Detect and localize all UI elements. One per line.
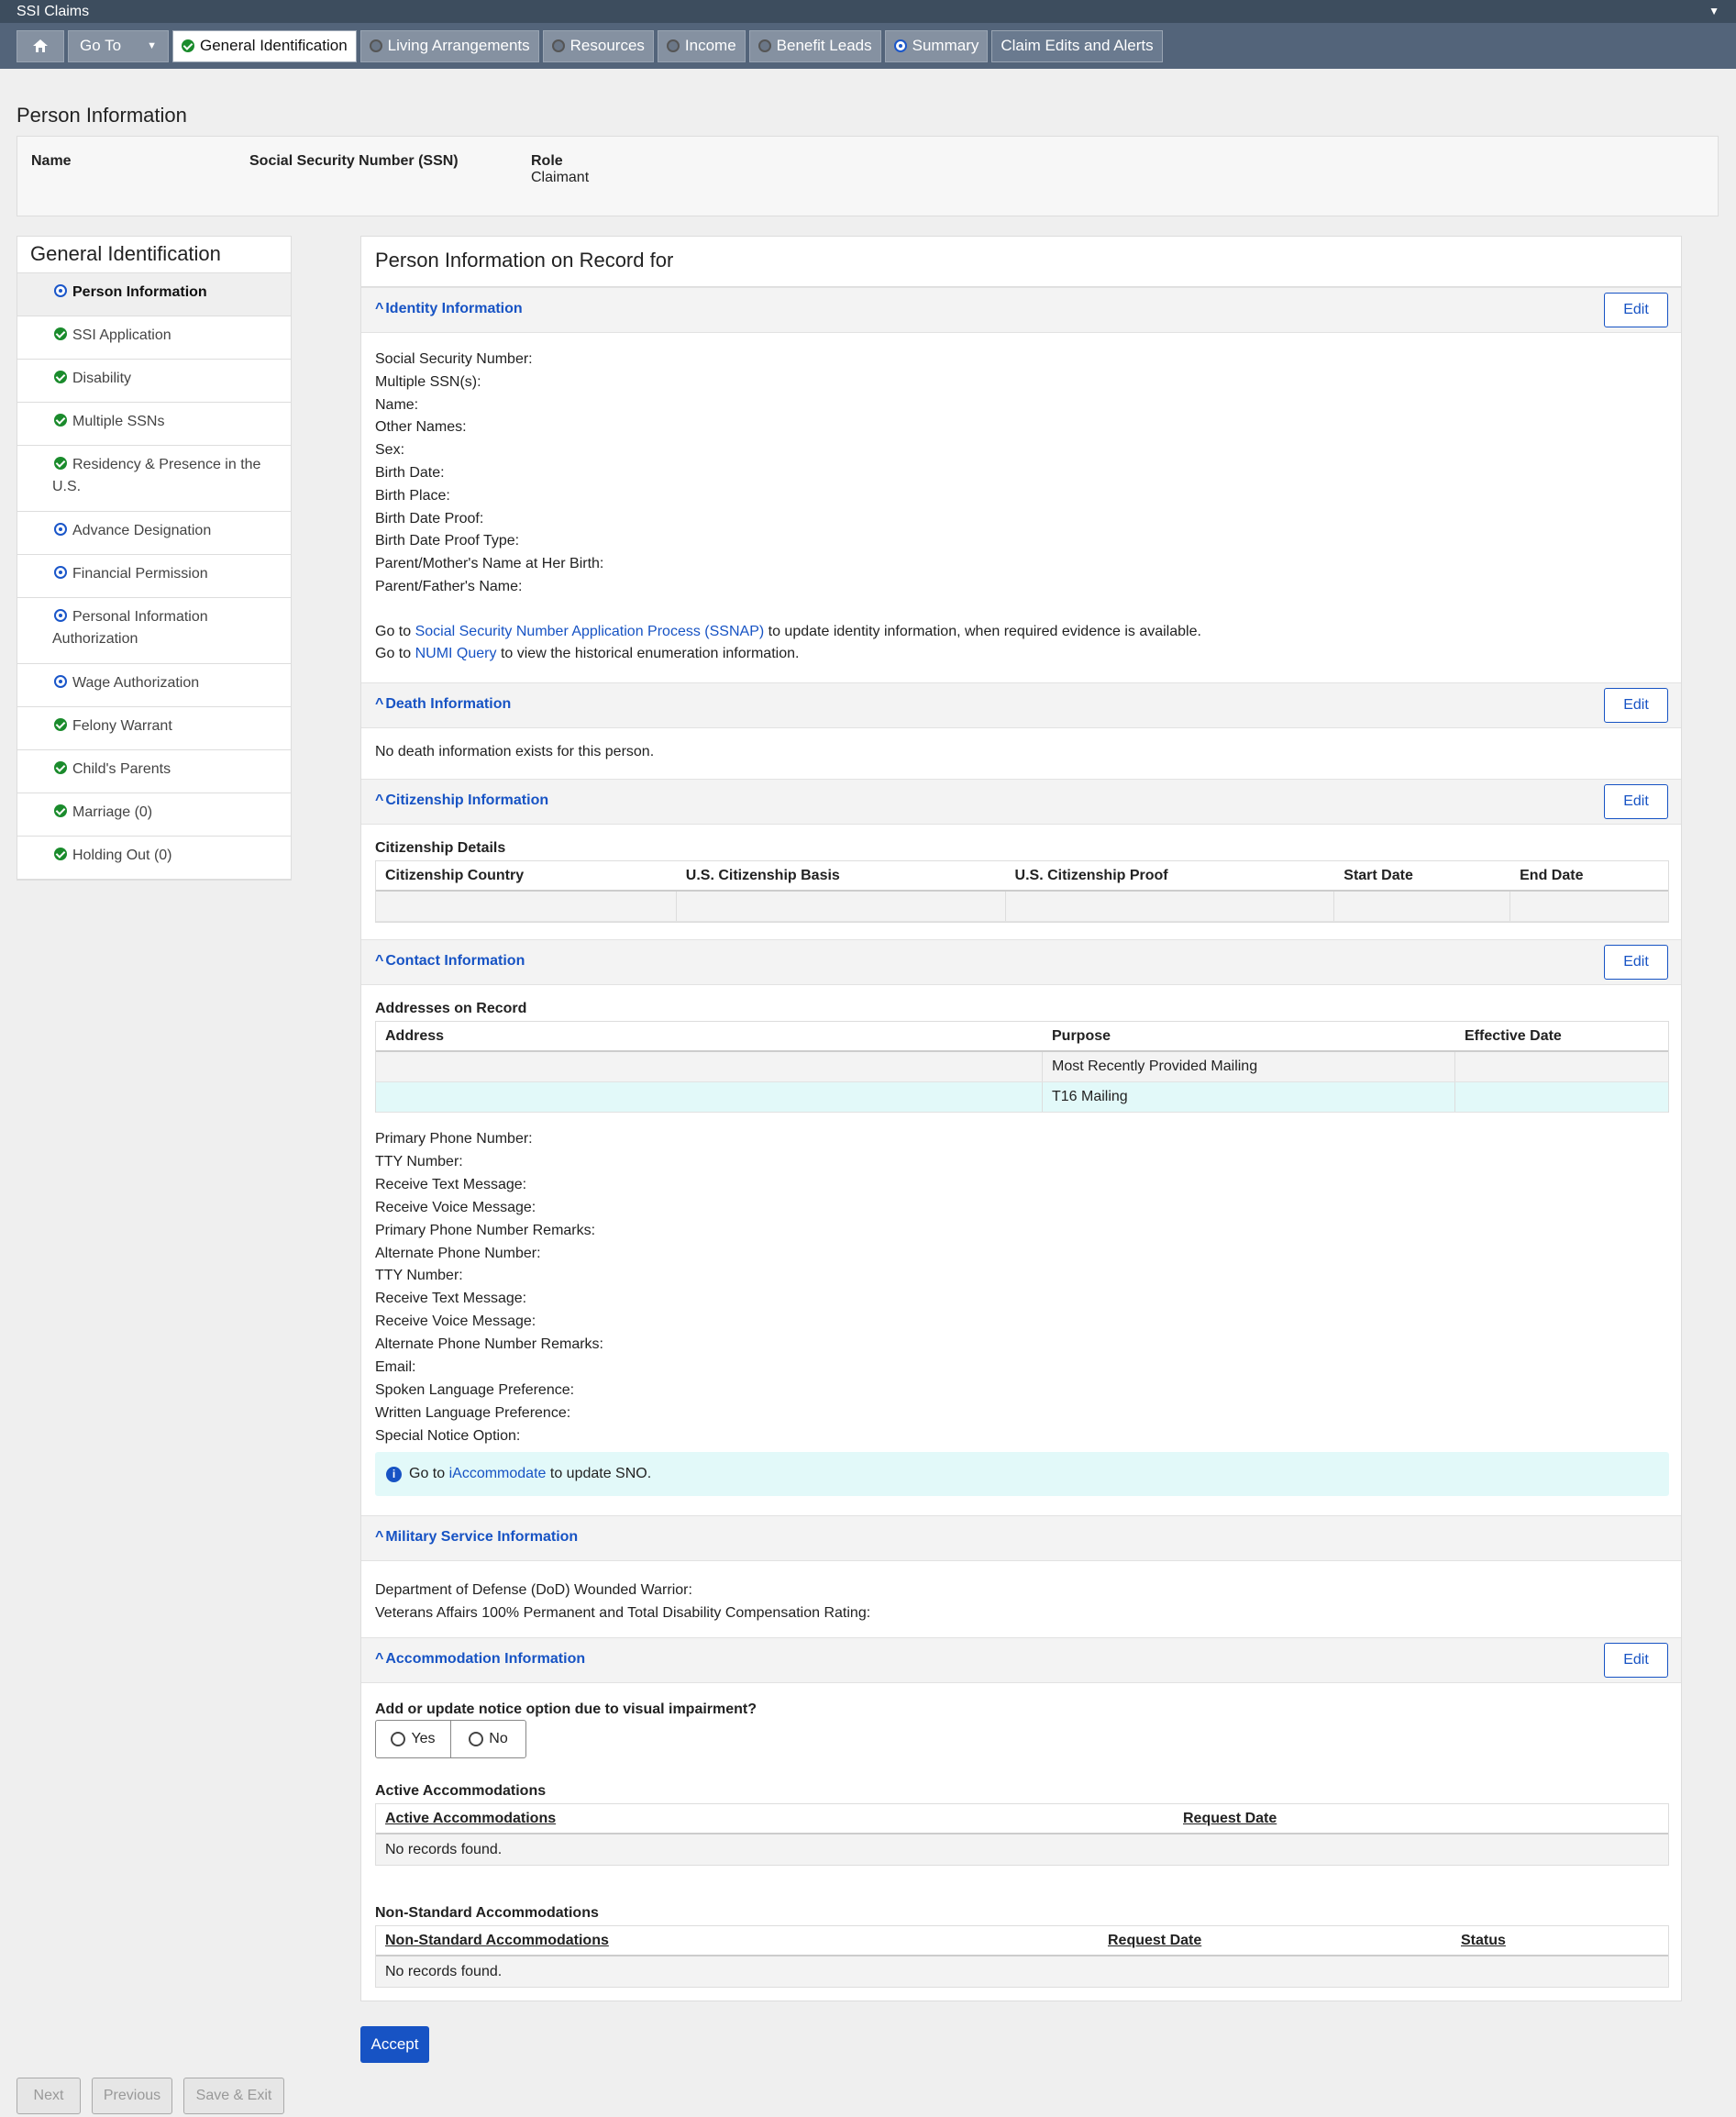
col-header[interactable]: Active Accommodations bbox=[385, 1810, 557, 1826]
radio-circle-icon bbox=[391, 1732, 405, 1746]
field-label: Name: bbox=[375, 396, 419, 413]
sidebar-item-label: Advance Designation bbox=[72, 523, 212, 538]
tab-label: Summary bbox=[912, 37, 979, 54]
death-text: No death information exists for this person. bbox=[375, 744, 655, 759]
sidebar-item-label: Holding Out (0) bbox=[72, 848, 172, 863]
edit-contact-button[interactable]: Edit bbox=[1604, 945, 1668, 980]
caret-down-icon[interactable]: ▼ bbox=[1708, 5, 1719, 17]
edit-death-button[interactable]: Edit bbox=[1604, 688, 1668, 723]
sidebar-item-label: Felony Warrant bbox=[72, 718, 172, 734]
section-accommodation bbox=[361, 1637, 1681, 1683]
next-button[interactable]: Next bbox=[17, 2078, 81, 2114]
addresses-table bbox=[375, 1021, 1669, 1113]
col-header[interactable]: Status bbox=[1461, 1932, 1506, 1948]
circle-icon bbox=[667, 39, 680, 52]
col-header[interactable]: Request Date bbox=[1108, 1932, 1202, 1948]
main-panel bbox=[360, 236, 1682, 2001]
radio-no[interactable]: No bbox=[451, 1721, 525, 1757]
col-header: Start Date bbox=[1343, 867, 1413, 883]
field-label: Spoken Language Preference: bbox=[375, 1381, 575, 1398]
circle-icon bbox=[758, 39, 771, 52]
no-records-text: No records found. bbox=[385, 1963, 503, 1979]
in-progress-icon bbox=[54, 523, 67, 536]
field-label: Primary Phone Number Remarks: bbox=[375, 1222, 596, 1238]
tab-label: General Identification bbox=[200, 37, 348, 54]
contact-toggle[interactable]: ^ Contact Information bbox=[375, 953, 525, 970]
ssnap-line: Go to Social Security Number Application Process (SSNAP) to update identity information, when required evidence is available. bbox=[375, 624, 1201, 639]
field-label: Birth Date: bbox=[375, 465, 445, 481]
table-row[interactable] bbox=[376, 1082, 1668, 1113]
in-progress-icon bbox=[54, 609, 67, 622]
field-label: Receive Voice Message: bbox=[375, 1199, 536, 1215]
field-label: Receive Text Message: bbox=[375, 1176, 527, 1192]
field-label: Alternate Phone Number Remarks: bbox=[375, 1336, 603, 1353]
role-value: Claimant bbox=[531, 170, 590, 185]
check-icon bbox=[54, 457, 67, 470]
field-label: Sex: bbox=[375, 442, 405, 459]
main-title: Person Information on Record for bbox=[361, 237, 1681, 287]
tab-label: Benefit Leads bbox=[776, 37, 872, 54]
numi-line: Go to NUMI Query to view the historical enumeration information. bbox=[375, 646, 800, 661]
citizenship-details-label: Citizenship Details bbox=[375, 840, 506, 856]
edit-accommodation-button[interactable]: Edit bbox=[1604, 1643, 1668, 1678]
field-label: Written Language Preference: bbox=[375, 1404, 571, 1421]
save-exit-button[interactable]: Save & Exit bbox=[183, 2078, 284, 2114]
tab-benefit-leads[interactable] bbox=[749, 30, 881, 62]
accept-button[interactable]: Accept bbox=[360, 2026, 429, 2063]
check-icon bbox=[54, 761, 67, 774]
in-progress-icon bbox=[894, 39, 907, 52]
sidebar-title: General Identification bbox=[17, 237, 291, 273]
sidebar-item[interactable] bbox=[17, 403, 291, 446]
col-header: U.S. Citizenship Proof bbox=[1014, 867, 1168, 883]
sidebar-item[interactable] bbox=[17, 273, 291, 316]
sidebar-item-label: Multiple SSNs bbox=[72, 414, 165, 429]
tab-label: Resources bbox=[569, 37, 645, 54]
tab-income[interactable] bbox=[658, 30, 746, 62]
notice-radio-group bbox=[375, 1720, 526, 1758]
field-label: Department of Defense (DoD) Wounded Warrior: bbox=[375, 1582, 692, 1598]
field-label: Veterans Affairs 100% Permanent and Total Disability Compensation Rating: bbox=[375, 1605, 871, 1621]
sidebar-item[interactable] bbox=[17, 750, 291, 793]
check-icon bbox=[54, 848, 67, 860]
in-progress-icon bbox=[54, 675, 67, 688]
sidebar-item-label: Disability bbox=[72, 371, 132, 386]
caret-down-icon: ▼ bbox=[147, 40, 157, 51]
section-citizenship bbox=[361, 779, 1681, 825]
no-records-text: No records found. bbox=[385, 1841, 503, 1857]
sidebar-item[interactable] bbox=[17, 446, 291, 512]
sidebar-item-label: Financial Permission bbox=[72, 566, 208, 582]
death-toggle[interactable]: ^ Death Information bbox=[375, 696, 511, 713]
circle-icon bbox=[370, 39, 382, 52]
previous-button[interactable]: Previous bbox=[92, 2078, 172, 2114]
goto-menu[interactable] bbox=[68, 30, 169, 62]
tab-label: Claim Edits and Alerts bbox=[1001, 37, 1154, 54]
field-label: TTY Number: bbox=[375, 1153, 463, 1169]
in-progress-icon bbox=[54, 566, 67, 579]
field-label: Email: bbox=[375, 1359, 416, 1375]
sidebar-item[interactable] bbox=[17, 598, 291, 664]
tab-general-identification[interactable] bbox=[172, 30, 357, 62]
field-label: Receive Voice Message: bbox=[375, 1313, 536, 1330]
check-icon bbox=[54, 327, 67, 340]
active-accommodations-label: Active Accommodations bbox=[375, 1783, 547, 1799]
tab-resources[interactable] bbox=[543, 30, 654, 62]
field-label: Social Security Number: bbox=[375, 351, 533, 367]
table-row[interactable] bbox=[376, 1052, 1668, 1082]
sidebar-item[interactable] bbox=[17, 512, 291, 555]
identity-toggle[interactable]: ^ Identity Information bbox=[375, 301, 523, 317]
page-title: Person Information bbox=[17, 104, 187, 127]
sidebar-item[interactable] bbox=[17, 316, 291, 360]
field-label: Parent/Father's Name: bbox=[375, 579, 523, 594]
sidebar-item-label: Person Information bbox=[72, 284, 207, 300]
tab-summary[interactable] bbox=[885, 30, 989, 62]
sidebar-item-label: Personal Information Authorization bbox=[52, 609, 208, 647]
sidebar-item[interactable] bbox=[17, 360, 291, 403]
check-icon bbox=[54, 718, 67, 731]
app-title: SSI Claims bbox=[17, 4, 90, 19]
sidebar-item-label: Marriage (0) bbox=[72, 804, 153, 820]
in-progress-icon bbox=[54, 284, 67, 297]
field-label: Multiple SSN(s): bbox=[375, 373, 481, 390]
home-button[interactable] bbox=[17, 30, 64, 62]
ssnap-link[interactable]: Social Security Number Application Process (SSNAP) bbox=[415, 624, 765, 639]
sidebar-item-label: Wage Authorization bbox=[72, 675, 200, 691]
addresses-label: Addresses on Record bbox=[375, 1001, 527, 1016]
name-label: Name bbox=[31, 153, 72, 169]
active-accommodations-table bbox=[375, 1803, 1669, 1866]
person-summary bbox=[17, 136, 1719, 216]
sidebar-item[interactable] bbox=[17, 837, 291, 880]
edit-citizenship-button[interactable]: Edit bbox=[1604, 784, 1668, 819]
radio-circle-icon bbox=[469, 1732, 483, 1746]
field-label: Receive Text Message: bbox=[375, 1291, 527, 1307]
info-icon: i bbox=[386, 1467, 402, 1482]
citizenship-toggle[interactable]: ^ Citizenship Information bbox=[375, 792, 548, 809]
iaccommodate-link[interactable]: iAccommodate bbox=[448, 1466, 547, 1481]
check-icon bbox=[54, 414, 67, 427]
field-label: Primary Phone Number: bbox=[375, 1131, 533, 1147]
section-identity bbox=[361, 287, 1681, 333]
field-label: Birth Date Proof Type: bbox=[375, 533, 520, 549]
goto-label: Go To bbox=[80, 37, 122, 54]
military-toggle[interactable]: ^ Military Service Information bbox=[375, 1529, 578, 1546]
accommodation-toggle[interactable]: ^ Accommodation Information bbox=[375, 1651, 585, 1668]
sidebar bbox=[17, 236, 292, 881]
role-label: Role bbox=[531, 153, 563, 169]
sidebar-item-label: SSI Application bbox=[72, 327, 171, 343]
field-label: Other Names: bbox=[375, 419, 467, 436]
table-row bbox=[376, 892, 1668, 922]
nonstd-accommodations-table bbox=[375, 1925, 1669, 1988]
col-header[interactable]: Non-Standard Accommodations bbox=[385, 1932, 609, 1948]
sidebar-item[interactable] bbox=[17, 555, 291, 598]
citizenship-table bbox=[375, 860, 1669, 923]
sidebar-item[interactable] bbox=[17, 664, 291, 707]
home-icon bbox=[32, 39, 49, 53]
ssn-label: Social Security Number (SSN) bbox=[249, 153, 459, 169]
col-header: End Date bbox=[1520, 867, 1584, 883]
circle-icon bbox=[552, 39, 565, 52]
col-header[interactable]: Request Date bbox=[1183, 1810, 1277, 1826]
field-label: Birth Place: bbox=[375, 487, 450, 504]
app-titlebar bbox=[0, 0, 1736, 23]
section-death bbox=[361, 682, 1681, 728]
sidebar-item-label: Child's Parents bbox=[72, 761, 171, 777]
col-header: Effective Date bbox=[1465, 1027, 1562, 1044]
notice-question: Add or update notice option due to visual impairment? bbox=[375, 1701, 757, 1717]
purpose-cell: T16 Mailing bbox=[1043, 1082, 1455, 1112]
field-label: TTY Number: bbox=[375, 1268, 463, 1284]
sidebar-item[interactable] bbox=[17, 707, 291, 750]
check-icon bbox=[182, 39, 194, 52]
tab-living-arrangements[interactable] bbox=[360, 30, 539, 62]
purpose-cell: Most Recently Provided Mailing bbox=[1043, 1052, 1455, 1081]
radio-yes[interactable]: Yes bbox=[376, 1721, 451, 1757]
col-header: Purpose bbox=[1052, 1027, 1111, 1044]
section-contact bbox=[361, 939, 1681, 985]
sidebar-item[interactable] bbox=[17, 793, 291, 837]
nonstd-accommodations-label: Non-Standard Accommodations bbox=[375, 1905, 599, 1921]
field-label: Birth Date Proof: bbox=[375, 510, 484, 526]
check-icon bbox=[54, 371, 67, 383]
numi-link[interactable]: NUMI Query bbox=[415, 646, 497, 661]
top-navbar bbox=[0, 23, 1736, 69]
col-header: Citizenship Country bbox=[385, 867, 525, 883]
field-label: Special Notice Option: bbox=[375, 1427, 521, 1444]
sidebar-item-label: Residency & Presence in the U.S. bbox=[52, 457, 261, 494]
section-military bbox=[361, 1515, 1681, 1561]
sno-note: i Go to iAccommodate to update SNO. bbox=[375, 1452, 1669, 1496]
field-label: Alternate Phone Number: bbox=[375, 1245, 541, 1261]
tab-claim-edits-alerts[interactable] bbox=[991, 30, 1162, 62]
edit-identity-button[interactable]: Edit bbox=[1604, 293, 1668, 327]
col-header: Address bbox=[385, 1027, 445, 1044]
tab-label: Income bbox=[684, 37, 736, 54]
col-header: U.S. Citizenship Basis bbox=[685, 867, 840, 883]
check-icon bbox=[54, 804, 67, 817]
tab-label: Living Arrangements bbox=[387, 37, 530, 54]
field-label: Parent/Mother's Name at Her Birth: bbox=[375, 556, 604, 572]
